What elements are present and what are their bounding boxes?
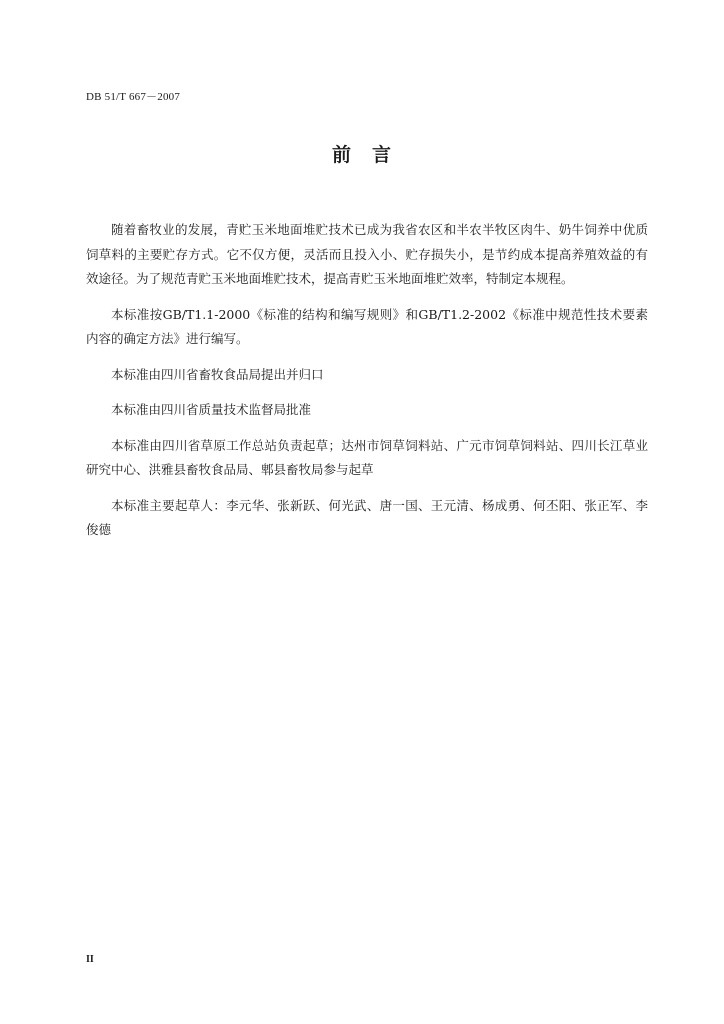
foreword-body (86, 218, 648, 554)
section-title: 前 言 (331, 144, 392, 166)
paragraph-purpose: 随着畜牧业的发展，青贮玉米地面堆贮技术已成为我省农区和半农半牧区肉牛、奶牛饲养中优质饲草料的主要贮存方式。它不仅方便，灵活而且投入小、贮存损失小，是节约成本提高养殖效益的有效途径。为了规范青贮玉米地面堆贮技术，提高青贮玉米地面堆贮效率，特制定本规程。 (86, 222, 648, 286)
paragraph-drafters: 本标准主要起草人：李元华、张新跃、何光武、唐一国、王元清、杨成勇、何丕阳、张正军、李俊德 (86, 497, 648, 537)
document-code: DB 51/T 667－2007 (86, 91, 181, 103)
paragraph-proposer: 本标准由四川省畜牧食品局提出并归口 (111, 366, 324, 382)
page-number: II (86, 954, 94, 965)
paragraph-drafting-rules: 本标准按GB/T1.1-2000《标准的结构和编写规则》和GB/T1.2-2002《标准中规范性技术要素内容的确定方法》进行编写。 (86, 306, 648, 346)
paragraph-approver: 本标准由四川省质量技术监督局批准 (111, 402, 312, 417)
paragraph-drafting-units: 本标准由四川省草原工作总站负责起草；达州市饲草饲料站、广元市饲草饲料站、四川长江草业研究中心、洪雅县畜牧食品局、郫县畜牧局参与起草 (86, 437, 648, 477)
